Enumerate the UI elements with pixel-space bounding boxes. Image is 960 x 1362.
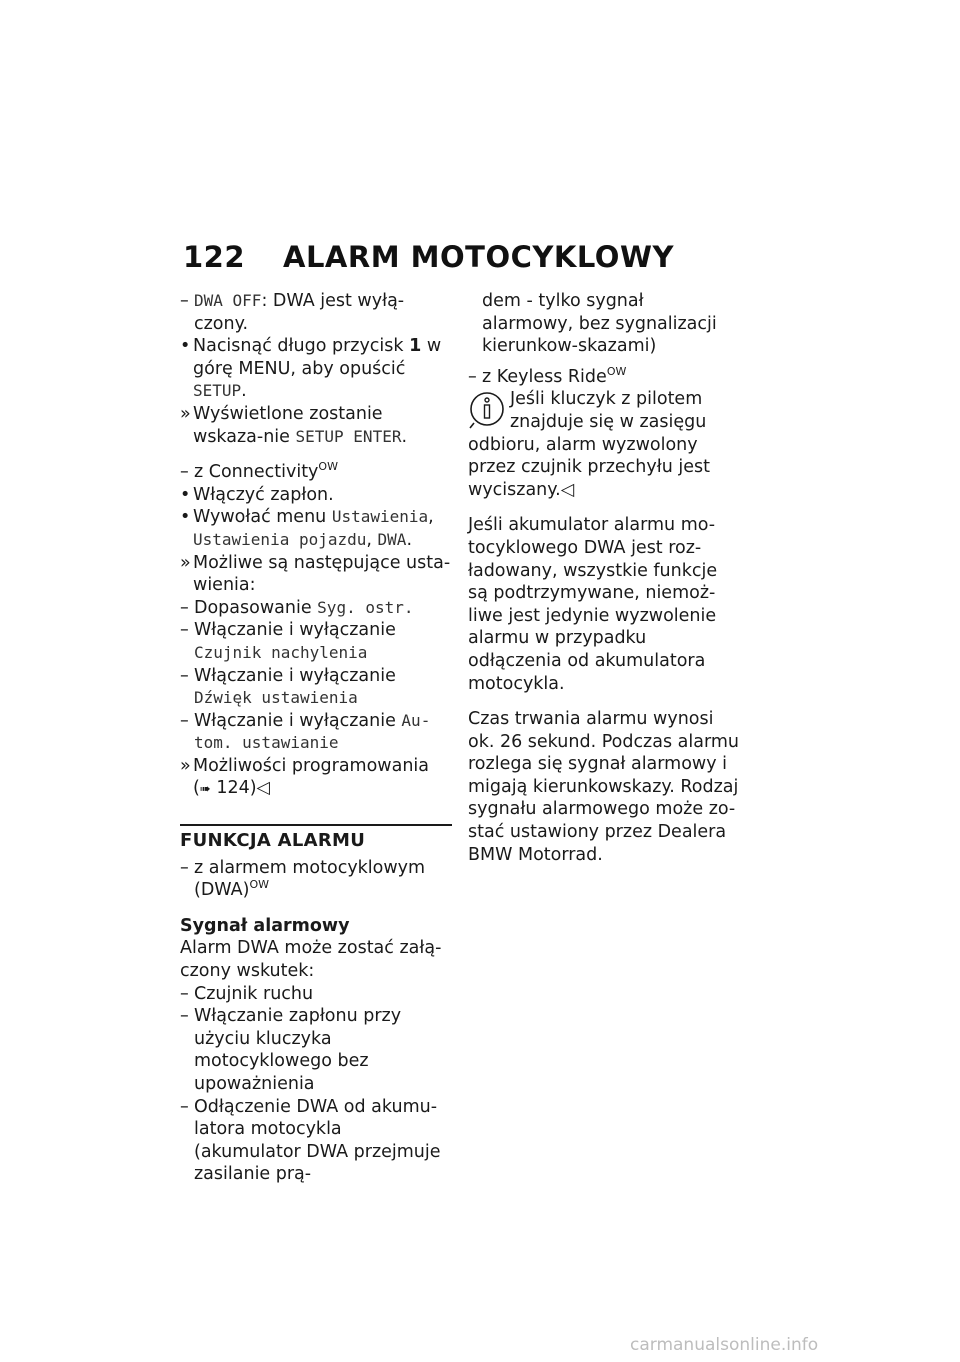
- watermark: carmanualsonline.info: [630, 1335, 819, 1355]
- list-item: – z alarmem motocyklowym (DWA)$^{OW}$: [180, 857, 426, 901]
- paragraph: Czas trwania alarmu wynosi ok. 26 sekund. Podczas alarmu rozlega się sygnał alarmowy i migają kierunkowskazy. Rodzaj sygnału alarmowego może zo-stać ustawiony przez Dealera BMW Motorrad.: [468, 709, 739, 865]
- page-header: [183, 240, 674, 274]
- list-item: – z Connectivity$^{OW}$: [180, 460, 338, 483]
- page-ref-link[interactable]: 124: [216, 778, 250, 799]
- list-item: – Włączanie zapłonu przy użyciu kluczyka motocyklowego bez upoważnienia: [180, 1006, 402, 1094]
- ow-superscript: OW: [318, 460, 338, 474]
- list-item: – DWA OFF: DWA jest wyłą-czony.: [180, 291, 405, 334]
- page-title: ALARM MOTOCYKLOWY: [283, 240, 674, 274]
- list-item: – Dopasowanie Syg. ostr.: [180, 597, 414, 618]
- subsection-title: Sygnał alarmowy: [180, 915, 350, 936]
- list-item: – Czujnik ruchu: [180, 983, 314, 1004]
- info-icon: [468, 390, 506, 430]
- list-item: – z Keyless Ride$^{OW}$: [468, 364, 627, 387]
- list-item: – Odłączenie DWA od akumu-latora motocykla (akumulator DWA przejmuje zasilanie prą-: [180, 1096, 441, 1185]
- info-note: Jeśli kluczyk z pilotem znajduje się w zasięgu odbioru, alarm wyzwolony przez czujnik przechyłu jest wyciszany.◁: [468, 389, 710, 500]
- list-item: • Włączyć zapłon.: [180, 484, 334, 505]
- list-item: – Włączanie i wyłączanie Au-tom. ustawianie: [180, 710, 431, 753]
- page-number: 122: [183, 240, 246, 274]
- list-item: – Włączanie i wyłączanie Czujnik nachylenia: [180, 620, 396, 662]
- list-item: » Możliwości programowania (➠ 124)◁: [180, 755, 430, 799]
- list-item: » Możliwe są następujące usta-wienia:: [180, 552, 451, 596]
- right-column: [468, 290, 740, 866]
- page-ref-arrow-icon: ➠: [199, 782, 211, 798]
- list-item: • Nacisnąć długo przycisk 1 w górę MENU, aby opuścić SETUP.: [180, 336, 442, 402]
- section-divider: [180, 824, 452, 853]
- list-item: – Włączanie i wyłączanie Dźwięk ustawienia: [180, 665, 396, 708]
- paragraph: Alarm DWA może zostać załą-czony wskutek:: [180, 938, 442, 982]
- end-mark-icon: ◁: [256, 778, 271, 799]
- list-item: • Wywołać menu Ustawienia, Ustawienia pojazdu, DWA.: [180, 507, 434, 550]
- end-mark-icon: ◁: [560, 479, 575, 500]
- mono-term: DWA OFF: [194, 291, 262, 310]
- continued-text: dem - tylko sygnał alarmowy, bez sygnalizacji kierunkow-skazami): [482, 291, 717, 357]
- list-item: » Wyświetlone zostanie wskaza-nie SETUP ENTER.: [180, 403, 408, 447]
- left-column: [180, 290, 452, 1186]
- section-title: FUNKCJA ALARMU: [180, 830, 366, 852]
- paragraph: Jeśli akumulator alarmu mo-tocyklowego DWA jest roz-ładowany, wszystkie funkcje są podtrzymywane, niemoż-liwe jest jedynie wyzwolenie alarmu w przypadku odłączenia od akumulatora motocykla.: [468, 515, 718, 694]
